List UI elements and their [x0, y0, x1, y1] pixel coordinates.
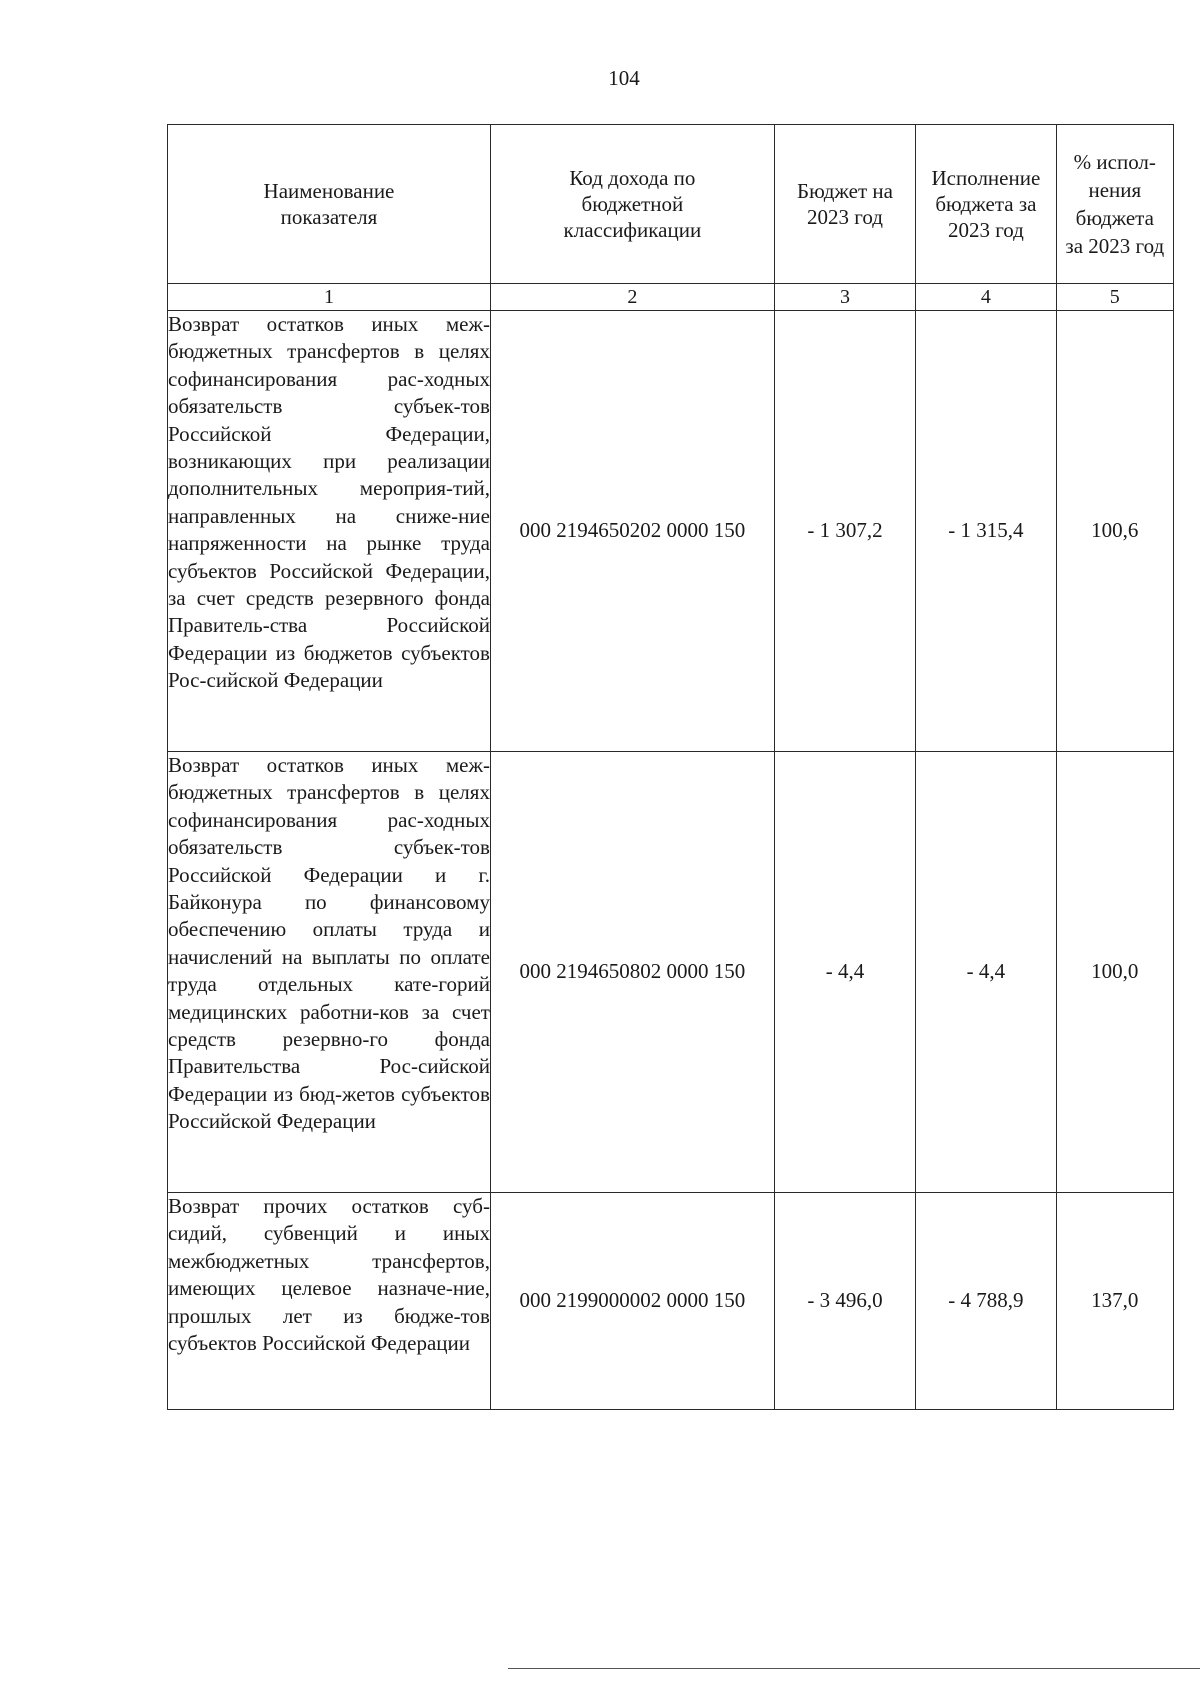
- header-execution-label: Исполнение бюджета за 2023 год: [931, 166, 1041, 242]
- column-number: 4: [916, 284, 1056, 311]
- table-row: [168, 311, 1174, 752]
- column-number: 5: [1056, 284, 1173, 311]
- row-budget: - 1 307,2: [774, 311, 915, 752]
- row-percent: 100,6: [1056, 311, 1173, 752]
- header-name-label: Наименование показателя: [263, 179, 395, 229]
- table-header: [168, 125, 1174, 284]
- row-name: Возврат остатков иных меж-бюджетных трансфертов в целях софинансирования рас-ходных обязательств субъек-тов Российской Федерации и г. Байконура по финансовому обеспечению оплаты труда и начислений на выплаты по оплате труда отдельных кате-горий медицинских работни-ков за счет средств резервно-го фонда Правительства Рос-сийской Федерации из бюд-жетов субъектов Российской Федерации: [168, 752, 491, 1193]
- row-execution: - 4 788,9: [916, 1193, 1056, 1410]
- column-number: 2: [490, 284, 774, 311]
- row-budget: - 3 496,0: [774, 1193, 915, 1410]
- row-budget: - 4,4: [774, 752, 915, 1193]
- row-name: Возврат остатков иных меж-бюджетных трансфертов в целях софинансирования рас-ходных обязательств субъек-тов Российской Федерации, возникающих при реализации дополнительных мероприя-тий, направленных на сниже-ние напряженности на рынке труда субъектов Российской Федерации, за счет средств резервного фонда Правитель-ства Российской Федерации из бюджетов субъектов Рос-сийской Федерации: [168, 311, 491, 752]
- table-row: [168, 1193, 1174, 1410]
- header-code-label: Код дохода по бюджетной классификации: [563, 166, 702, 242]
- column-number: 1: [168, 284, 491, 311]
- scan-edge-line: [508, 1668, 1200, 1669]
- row-percent: 100,0: [1056, 752, 1173, 1193]
- row-execution: - 4,4: [916, 752, 1056, 1193]
- column-number: 3: [774, 284, 915, 311]
- header-percent-label: % испол-нения бюджета за 2023 год: [1065, 150, 1165, 258]
- header-percent: [1056, 125, 1173, 284]
- header-budget: [774, 125, 915, 284]
- row-execution: - 1 315,4: [916, 311, 1056, 752]
- header-budget-label: Бюджет на 2023 год: [797, 179, 893, 229]
- row-code: 000 2194650802 0000 150: [490, 752, 774, 1193]
- page-number: 104: [608, 66, 640, 90]
- header-name: [168, 125, 491, 284]
- column-number-row: [168, 284, 1174, 311]
- budget-table: [167, 124, 1174, 1410]
- row-code: 000 2194650202 0000 150: [490, 311, 774, 752]
- header-code: [490, 125, 774, 284]
- row-code: 000 2199000002 0000 150: [490, 1193, 774, 1410]
- row-percent: 137,0: [1056, 1193, 1173, 1410]
- header-execution: [916, 125, 1056, 284]
- row-name: Возврат прочих остатков суб-сидий, субвенций и иных межбюджетных трансфертов, имеющих целевое назначе-ние, прошлых лет из бюдже-тов субъектов Российской Федерации: [168, 1193, 491, 1410]
- table-row: [168, 752, 1174, 1193]
